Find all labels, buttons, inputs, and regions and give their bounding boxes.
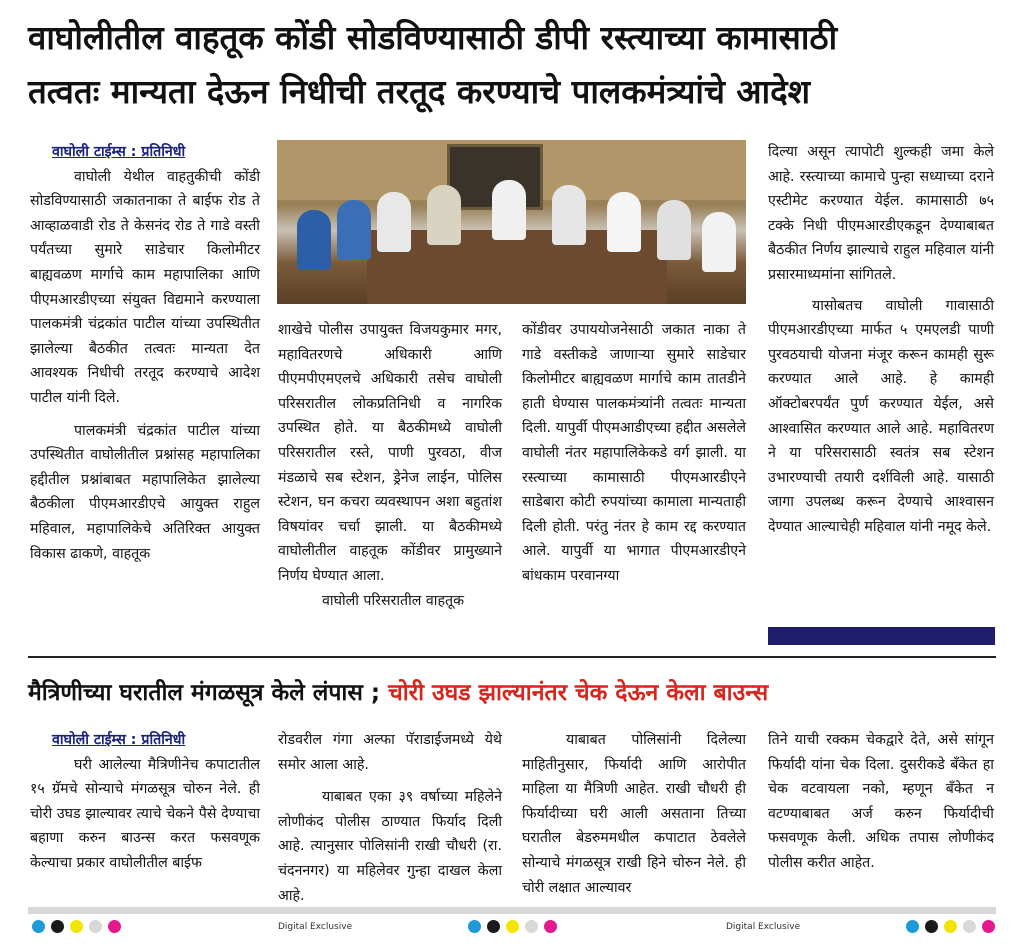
article1-column-2	[278, 318, 502, 613]
article2-col3-paragraph: याबाबत पोलिसांनी दिलेल्या माहितीनुसार, फिर्यादी आणि आरोपीत माहिला या मैत्रिणी आहेत. राखी चौधरी ही फिर्यादीच्या घरी आली असताना तिच्या घरातील बेडरुममधील कपाटात ठेवलेले सोन्याचे मंगळसूत्र राखी हिने चोरुन नेले. ही चोरी लक्षात आल्यावर	[522, 732, 746, 896]
registration-dot-icon	[906, 920, 919, 933]
registration-dot-icon	[525, 920, 538, 933]
byline-2: वाघोली टाईम्स : प्रतिनिधी	[52, 732, 186, 748]
registration-dot-icon	[487, 920, 500, 933]
section-divider	[28, 656, 996, 658]
article2-col2-paragraph-2: याबाबत एका ३९ वर्षाच्या महिलेने लोणीकंद पोलीस ठाण्यात फिर्याद दिली आहे. त्यानुसार पोलिसांनी राखी चौधरी (रा. चंदननगर) या महिलेवर गुन्हा दाखल केला आहे.	[278, 789, 502, 904]
registration-dot-icon	[32, 920, 45, 933]
byline: वाघोली टाईम्स : प्रतिनिधी	[52, 144, 186, 160]
registration-dot-icon	[506, 920, 519, 933]
decorative-bar	[768, 627, 995, 645]
article1-column-1	[30, 140, 260, 566]
article1-col4-paragraph-1: दिल्या असून त्यापोटी शुल्कही जमा केले आहे. रस्त्याच्या कामाचे पुन्हा सध्याच्या दराने एस्टीमेट करण्यात येईल. कामासाठी ७५ टक्के निधी पीएमआरडीएकडून देण्याबाबत बैठकीत निर्णय झाल्याचे राहुल महिवाल यांनी प्रसारमाध्यमांना सांगितले.	[768, 144, 994, 283]
article2-column-1	[30, 728, 260, 876]
article2-col2-paragraph-1: रोडवरील गंगा अल्फा पॅराडाईजमध्ये येथे समोर आला आहे.	[278, 732, 502, 773]
registration-dot-icon	[51, 920, 64, 933]
headline-2	[28, 675, 1003, 707]
article2-column-4	[768, 728, 994, 876]
article2-col1-paragraph: घरी आलेल्या मैत्रिणीनेच कपाटातील १५ ग्रॅमचे सोन्याचे मंगळसूत्र चोरुन नेले. ही चोरी उघड झाल्यावर त्याचे चेकने पैसे देण्याचा बहाणा करुन बाउन्स करत फसवणूक केल्याचा प्रकार वाघोलीतील बाईफ	[30, 756, 260, 871]
registration-dot-icon	[944, 920, 957, 933]
article1-col2-paragraph-1: शाखेचे पोलीस उपायुक्त विजयकुमार मगर, महावितरणचे अधिकारी आणि पीएमपीएमएलचे अधिकारी तसेच वाघोली परिसरातील लोकप्रतिनिधी व नागरिक उपस्थित होते. या बैठकीमध्ये वाघोली परिसरातील रस्ते, पाणी पुरवठा, वीज मंडळाचे सब स्टेशन, ड्रेनेज लाईन, पोलिस स्टेशन, घन कचरा व्यवस्थापन अशा बहुतांश विषयांवर चर्चा झाली. या बैठकीमध्ये वाघोलीतील वाहतूक कोंडीवर प्रामुख्याने निर्णय घेण्यात आला.	[278, 322, 502, 584]
headline-2-black: मैत्रिणीच्या घरातील मंगळसूत्र केले लंपास ;	[28, 680, 381, 706]
headline-line-1: वाघोलीतील वाहतूक कोंडी सोडविण्यासाठी डीपी रस्त्याच्या कामासाठी	[28, 18, 838, 57]
article1-column-4	[768, 140, 994, 540]
article2-column-3	[522, 728, 746, 900]
article1-col1-paragraph-1: वाघोली येथील वाहतुकीची कोंडी सोडविण्यासाठी जकातनाका ते बाईफ रोड ते आव्हाळवाडी रोड ते केसनंद रोड ते गाडे वस्ती पर्यंतच्या सुमारे साडेचार किलोमीटर बाह्यवळण मार्गाचे काम महापालिका आणि पीएमआरडीएच्या संयुक्त विद्यमाने करण्याला पालकमंत्री चंद्रकांत पाटील यांच्या उपस्थितीत झालेल्या बैठकीत तत्वतः मान्यता देत आवश्यक निधीची तरतूद करण्याचे आदेश पाटील यांनी दिले.	[30, 168, 260, 406]
registration-dot-icon	[963, 920, 976, 933]
article1-col1-paragraph-2: पालकमंत्री चंद्रकांत पाटील यांच्या उपस्थितीत वाघोलीतील प्रश्नांसह महापालिका हद्दीतील प्रश्नांबाबत महापालिकेत झालेल्या बैठकीला पीएमआरडीएचे आयुक्त राहुल महिवाल, महापालिकेचे अतिरिक्त आयुक्त विकास ढाकणे, वाहतूक	[30, 422, 260, 562]
article1-col4-paragraph-2: यासोबतच वाघोली गावासाठी पीएमआरडीएच्या मार्फत ५ एमएलडी पाणी पुरवठयाची योजना मंजूर करून कामही सुरू करण्यात आले आहे. हे कामही ऑक्टोबरपर्यंत पुर्ण करण्यात येईल, असे आश्वासित करण्यात आले आहे. महावितरण ने या परिसरासाठी स्वतंत्र सब स्टेशन उभारण्याची तयारी दर्शविली आहे. यासाठी जागा उपलब्ध करून देण्याचे आश्वासन देण्यात आल्याचेही महिवाल यांनी नमूद केले.	[768, 297, 994, 535]
registration-dot-icon	[89, 920, 102, 933]
meeting-photo	[277, 140, 746, 304]
headline-2-red: चोरी उघड झाल्यानंतर चेक देऊन केला बाउन्स	[388, 680, 769, 706]
article1-column-3	[522, 318, 746, 589]
registration-dot-icon	[108, 920, 121, 933]
footer-strip	[28, 907, 996, 914]
footer-label-right: Digital Exclusive	[726, 922, 801, 932]
headline-line-2: तत्वतः मान्यता देऊन निधीची तरतूद करण्याचे पालकमंत्र्यांचे आदेश	[28, 72, 811, 111]
article2-column-2	[278, 728, 502, 908]
registration-dot-icon	[925, 920, 938, 933]
registration-dot-icon	[70, 920, 83, 933]
footer-label-left: Digital Exclusive	[278, 922, 353, 932]
registration-dot-icon	[468, 920, 481, 933]
registration-dot-icon	[982, 920, 995, 933]
registration-dot-icon	[544, 920, 557, 933]
article1-col3-paragraph-1: कोंडीवर उपाययोजनेसाठी जकात नाका ते गाडे वस्तीकडे जाणाऱ्या सुमारे साडेचार किलोमीटर बाह्यवळण मार्गाचे काम तातडीने हाती घेण्यास पालकमंत्र्यांनी तत्वतः मान्यता दिली. यापुर्वी पीएमआडीएच्या हद्दीत असलेले वाघोली नंतर महापालिकेकडे वर्ग झाली. या रस्त्याच्या कामासाठी पीएमआरडीएने साडेबारा कोटी रुपयांच्या कामाला मान्यताही दिली होती. परंतु नंतर हे काम रद्द करण्यात आले. यापुर्वी या भागात पीएमआरडीएने बांधकाम परवानग्या	[522, 322, 746, 584]
article1-col2-paragraph-2: वाघोली परिसरातील वाहतूक	[322, 592, 464, 609]
article2-col4-paragraph: तिने याची रक्कम चेकद्वारे देते, असे सांगून फिर्यादी यांना चेक दिला. दुसरीकडे बँकेत हा चेक वटवायला नको, म्हणून बँकेत न वटण्याबाबत अर्ज करुन फिर्यादीची फसवणूक केली. अधिक तपास लोणीकंद पोलीस करीत आहेत.	[768, 732, 994, 871]
